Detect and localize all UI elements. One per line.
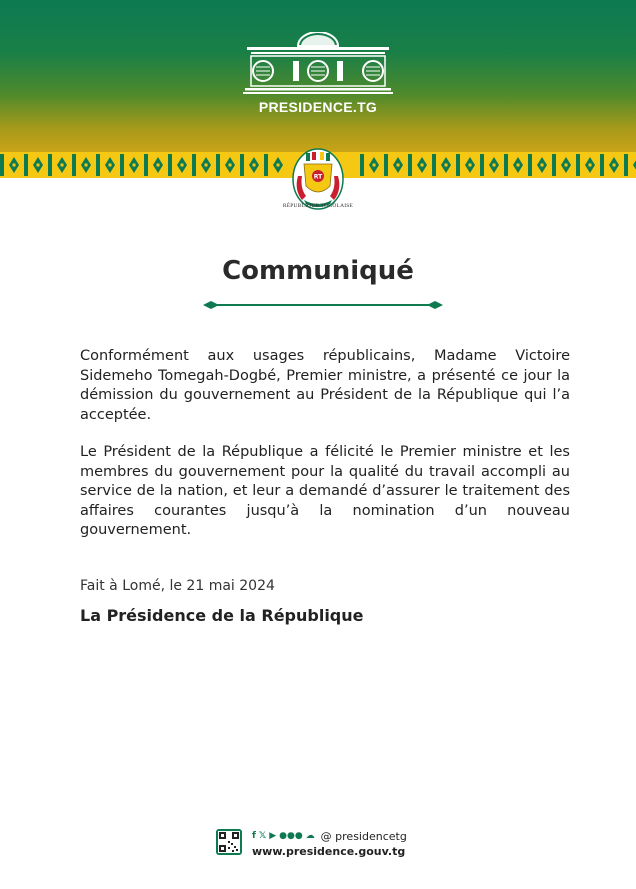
youtube-icon[interactable]: ▶: [269, 831, 277, 841]
presidential-palace-logo: [243, 32, 393, 96]
social-links: [252, 829, 407, 843]
signature: La Présidence de la République: [80, 606, 364, 625]
x-icon[interactable]: 𝕏: [258, 831, 267, 841]
place-and-date: Fait à Lomé, le 21 mai 2024: [80, 578, 275, 594]
body-paragraph-1: Conformément aux usages républicains, Madame Victoire Sidemeho Tomegah-Dogbé, Premier ministre, a présenté ce jour la démission du gouvernement au Président de la République qui l’a acceptée.: [80, 348, 570, 423]
title-divider: [203, 299, 443, 311]
body-paragraph-2: Le Président de la République a félicité le Premier ministre et les membres du gouvernement pour la qualité du travail accompli au service de la nation, et leur a demandé d’assurer le traitement des affaires courantes jusqu’à la nomination d’un nouveau gouvernement.: [80, 444, 570, 538]
site-name: PRESIDENCE.TG: [258, 99, 378, 115]
header-banner: [0, 0, 636, 152]
soundcloud-icon[interactable]: ☁: [305, 831, 315, 841]
emblem-caption: RÉPUBLIQUE TOGOLAISE: [282, 203, 354, 209]
qr-code-icon: [216, 829, 242, 855]
facebook-icon[interactable]: f: [252, 831, 256, 841]
social-handle[interactable]: @ presidencetg: [320, 829, 407, 843]
page-title: Communiqué: [222, 256, 414, 286]
website-link[interactable]: www.presidence.gouv.tg: [252, 845, 406, 858]
flickr-icon[interactable]: ●●●: [279, 831, 303, 841]
emblem-monogram: RT: [313, 173, 323, 181]
